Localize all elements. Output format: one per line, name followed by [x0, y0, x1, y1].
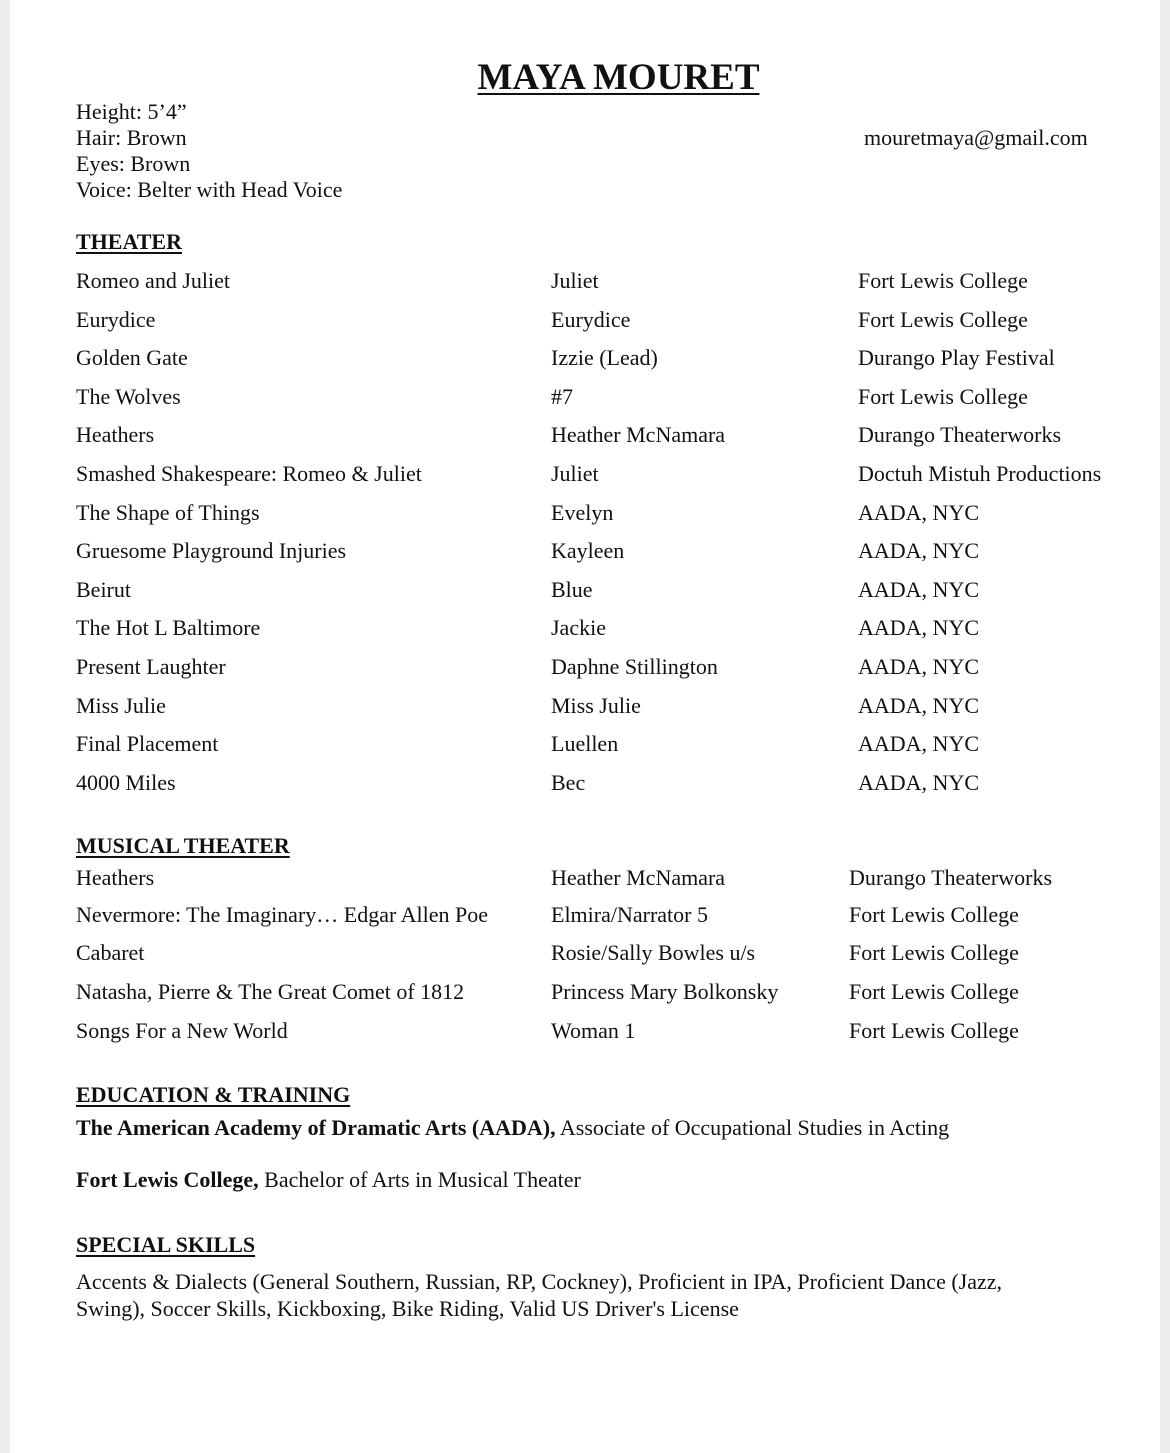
education-detail: Associate of Occupational Studies in Acting [555, 1115, 950, 1140]
credit-row [10, 538, 1160, 568]
credit-role: Jackie [551, 615, 606, 641]
credit-role: Heather McNamara [551, 865, 726, 890]
credit-venue: Durango Theaterworks [858, 422, 1062, 448]
credit-role: Juliet [551, 461, 599, 486]
credit-venue: AADA, NYC [858, 769, 979, 795]
credit-venue: Durango Theaterworks [849, 865, 1053, 890]
special-skills-heading: SPECIAL SKILLS [76, 1232, 256, 1257]
credit-role: Bec [551, 769, 586, 795]
credit-production: The Shape of Things [76, 499, 260, 525]
credit-role: Miss Julie [551, 692, 641, 718]
credit-role: Heather McNamara [551, 422, 726, 448]
credit-venue: Fort Lewis College [849, 1018, 1019, 1043]
credit-role: Luellen [551, 731, 619, 757]
credit-production: Final Placement [76, 731, 219, 757]
credit-row [10, 770, 1160, 800]
credit-venue: AADA, NYC [858, 692, 979, 718]
credit-role: Kayleen [551, 538, 625, 564]
education-detail: Bachelor of Arts in Musical Theater [258, 1167, 581, 1192]
credit-row [10, 865, 1160, 895]
info-eyes: Eyes: Brown [76, 151, 191, 176]
credit-row [10, 422, 1160, 452]
theater-heading: THEATER [76, 229, 182, 254]
credit-venue: AADA, NYC [858, 499, 979, 525]
info-height: Height: 5’4” [76, 99, 187, 124]
education-item [76, 1115, 949, 1141]
education-school: Fort Lewis College, [76, 1167, 259, 1192]
credit-row [10, 615, 1160, 645]
credit-venue: AADA, NYC [858, 654, 979, 679]
credit-production: Heathers [76, 422, 155, 448]
credit-venue: AADA, NYC [858, 731, 979, 757]
credit-row [10, 693, 1160, 723]
credit-row [10, 345, 1160, 375]
info-hair: Hair: Brown [76, 125, 187, 150]
credit-row [10, 268, 1160, 298]
credit-venue: AADA, NYC [858, 576, 979, 602]
credit-venue: AADA, NYC [858, 615, 979, 641]
credit-row [10, 940, 1160, 970]
credit-row [10, 500, 1160, 530]
credit-venue: Fort Lewis College [858, 306, 1028, 332]
credit-role: Princess Mary Bolkonsky [551, 979, 779, 1004]
credit-production: 4000 Miles [76, 769, 176, 795]
credit-venue: AADA, NYC [858, 538, 979, 564]
credit-venue: Fort Lewis College [849, 979, 1019, 1004]
credit-venue: Fort Lewis College [849, 940, 1019, 965]
credit-row [10, 384, 1160, 414]
credit-production: Cabaret [76, 940, 145, 965]
credit-role: #7 [551, 383, 573, 409]
credit-venue: Fort Lewis College [858, 268, 1028, 293]
credit-venue: Doctuh Mistuh Productions [858, 461, 1102, 486]
credit-venue: Fort Lewis College [849, 902, 1019, 927]
credit-row [10, 902, 1160, 932]
credit-role: Rosie/Sally Bowles u/s [551, 940, 756, 965]
credit-production: Eurydice [76, 306, 156, 332]
credit-role: Woman 1 [551, 1018, 636, 1043]
credit-production: Heathers [76, 865, 155, 890]
credit-role: Evelyn [551, 499, 614, 525]
education-item [76, 1167, 581, 1193]
credit-role: Daphne Stillington [551, 654, 718, 679]
resume-page [10, 0, 1160, 1453]
credit-venue: Fort Lewis College [858, 383, 1028, 409]
credit-row [10, 731, 1160, 761]
credit-row [10, 577, 1160, 607]
credit-row [10, 654, 1160, 684]
email-address[interactable]: mouretmaya@gmail.com [864, 125, 1088, 150]
credit-role: Izzie (Lead) [551, 345, 658, 371]
credit-venue: Durango Play Festival [858, 345, 1055, 371]
credit-production: Gruesome Playground Injuries [76, 538, 347, 564]
credit-role: Juliet [551, 268, 599, 293]
credit-production: The Hot L Baltimore [76, 615, 261, 641]
credit-role: Eurydice [551, 306, 631, 332]
musical-theater-heading: MUSICAL THEATER [76, 833, 290, 858]
special-skills-text: Accents & Dialects (General Southern, Russian, RP, Cockney), Proficient in IPA, Proficient Dance (Jazz, Swing), Soccer Skills, Kickboxing, Bike Riding, Valid US Driver's License [76, 1269, 1003, 1321]
credit-production: Romeo and Juliet [76, 268, 230, 293]
credit-production: Nevermore: The Imaginary… Edgar Allen Poe [76, 902, 488, 927]
credit-role: Blue [551, 576, 593, 602]
credit-production: Songs For a New World [76, 1018, 288, 1043]
credit-row [10, 1018, 1160, 1048]
credit-row [10, 461, 1160, 491]
education-heading: EDUCATION & TRAINING [76, 1082, 351, 1107]
credit-production: Miss Julie [76, 692, 166, 718]
education-school: The American Academy of Dramatic Arts (AADA), [76, 1115, 556, 1140]
resume-name: MAYA MOURET [477, 57, 760, 98]
credit-production: Beirut [76, 576, 131, 602]
credit-production: Golden Gate [76, 345, 188, 371]
credit-production: Smashed Shakespeare: Romeo & Juliet [76, 461, 422, 486]
credit-row [10, 307, 1160, 337]
credit-role: Elmira/Narrator 5 [551, 902, 708, 927]
credit-row [10, 979, 1160, 1009]
credit-production: The Wolves [76, 383, 181, 409]
credit-production: Natasha, Pierre & The Great Comet of 1812 [76, 979, 465, 1004]
credit-production: Present Laughter [76, 654, 226, 679]
info-voice: Voice: Belter with Head Voice [76, 177, 343, 202]
